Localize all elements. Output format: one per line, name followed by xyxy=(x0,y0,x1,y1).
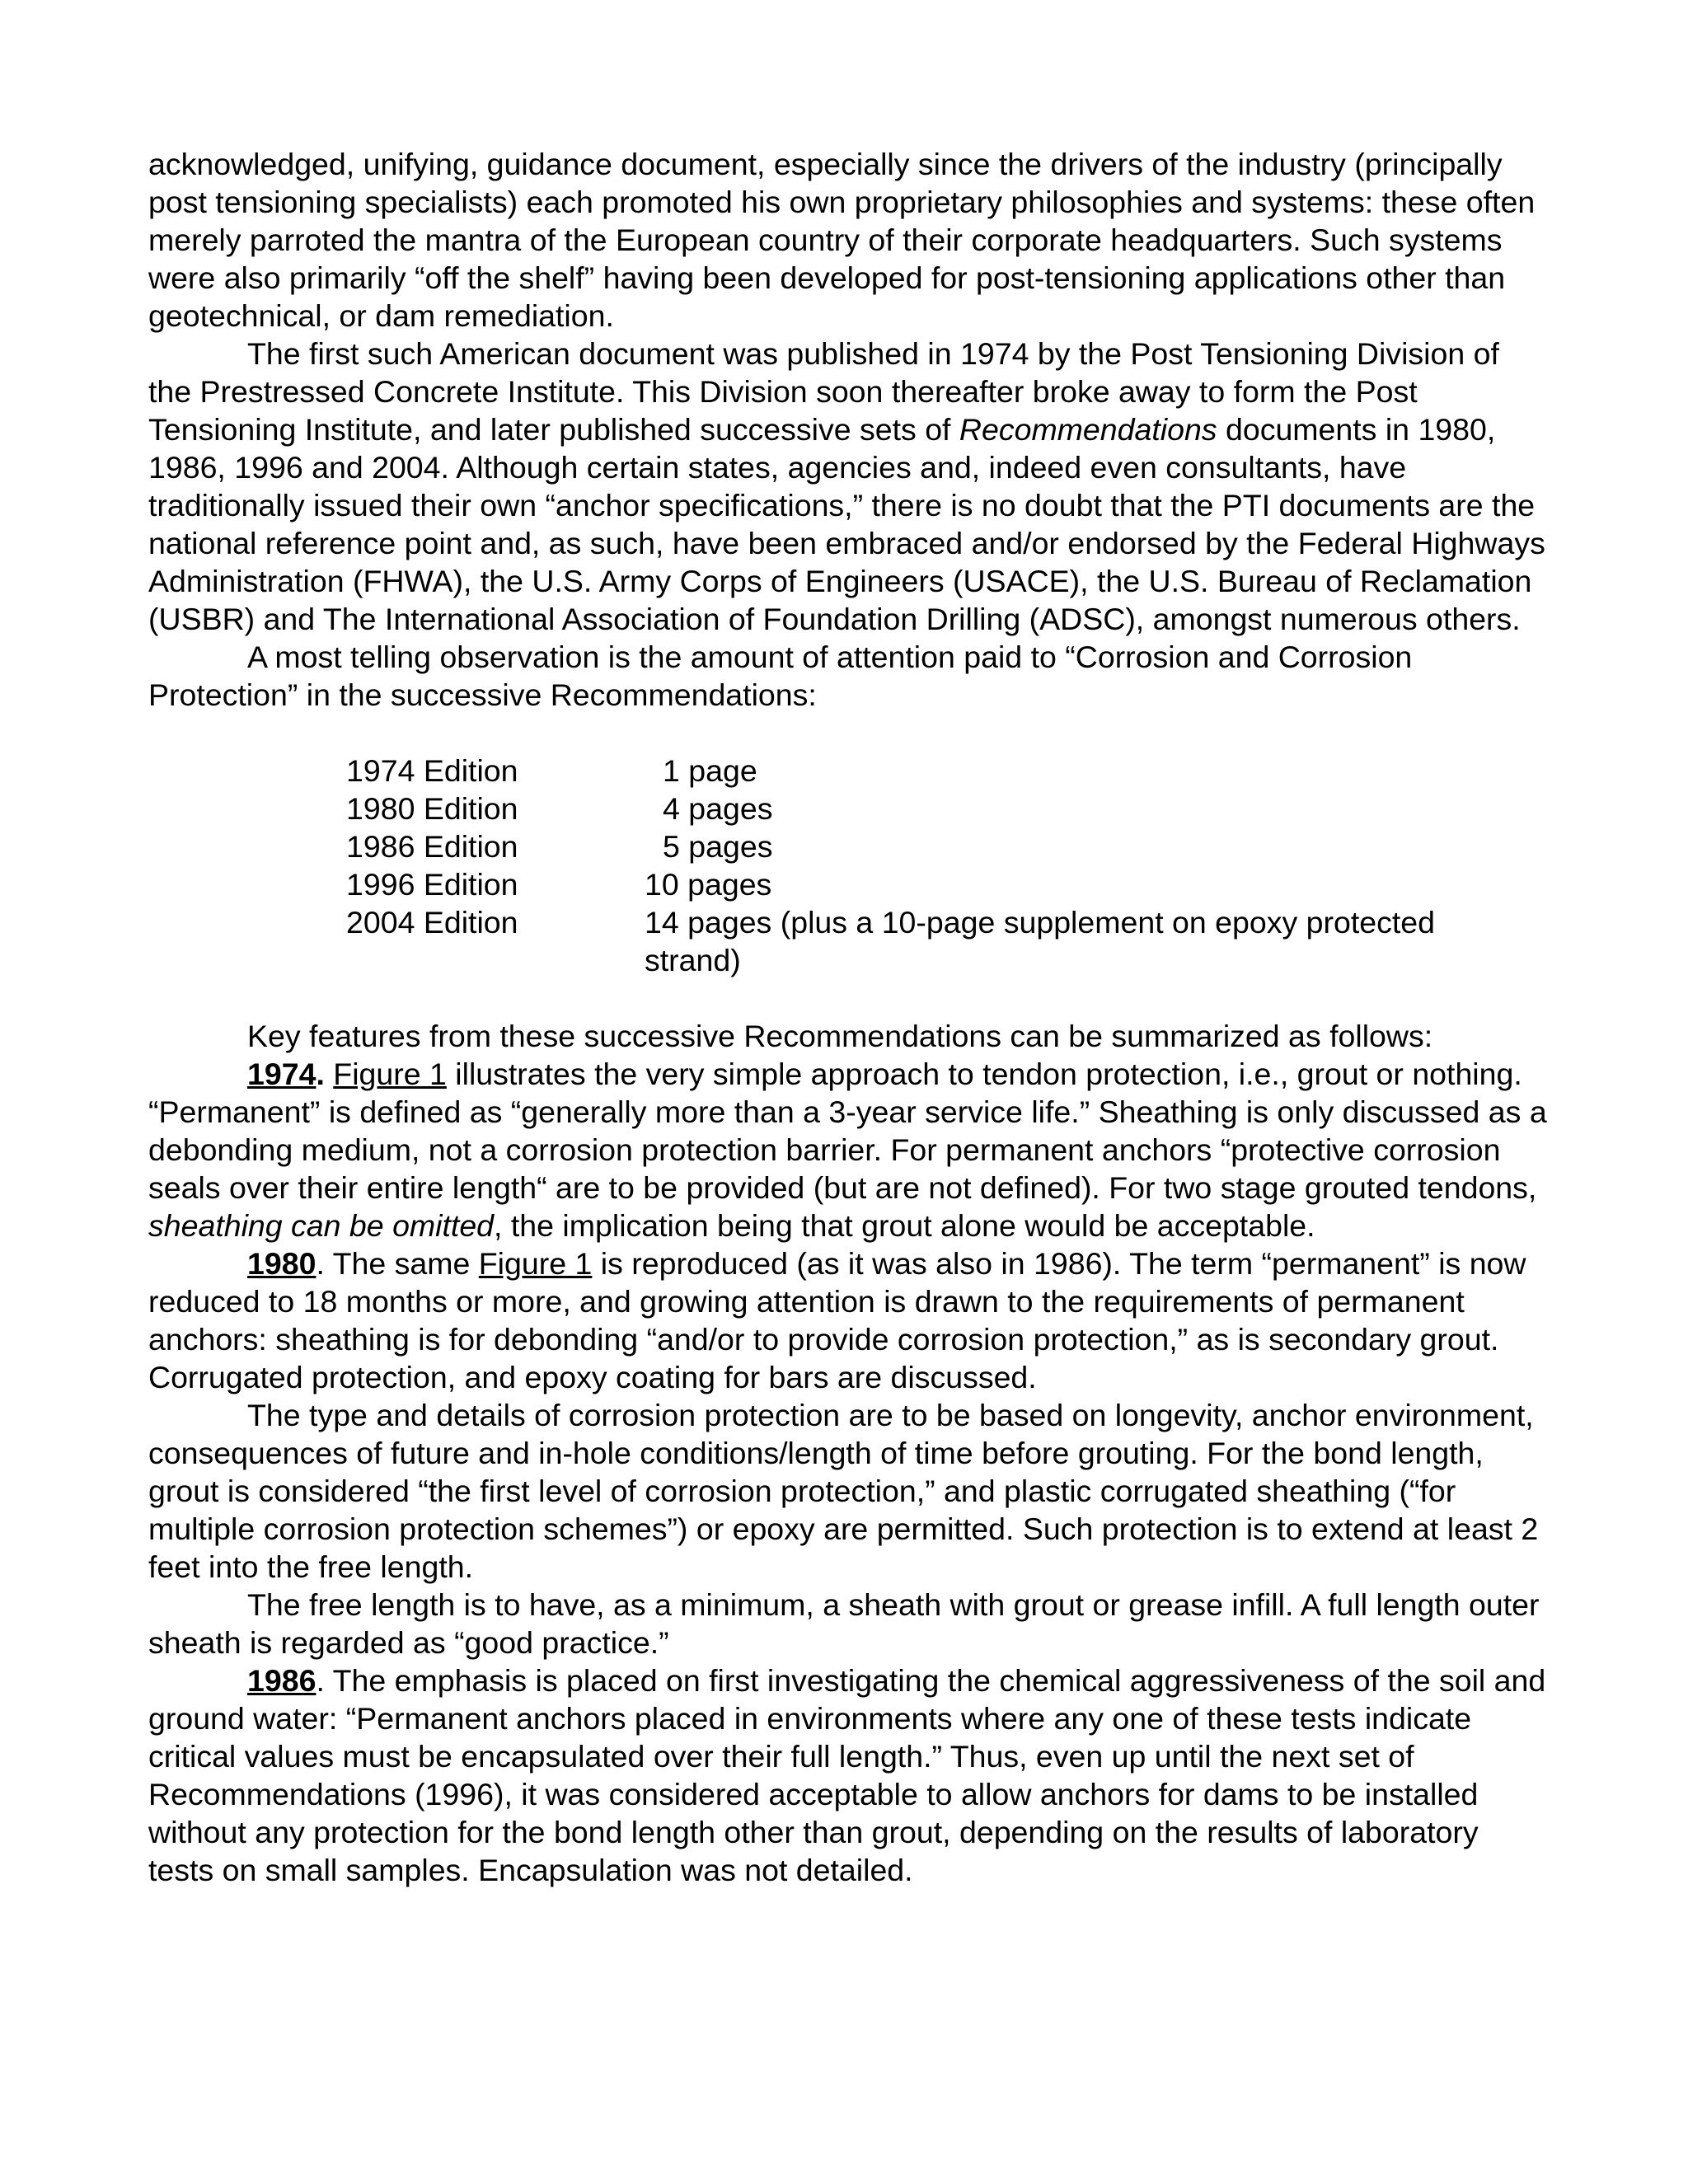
paragraph-1974 xyxy=(148,1055,1550,1244)
edition-row xyxy=(346,865,1550,903)
year-period: . xyxy=(316,1057,334,1091)
year-heading-1980: 1980 xyxy=(247,1246,316,1281)
edition-pages: 14 pages (plus a 10-page supplement on epoxy protected strand) xyxy=(645,905,1435,977)
edition-pages: 4 pages xyxy=(663,791,773,826)
edition-name: 1996 Edition xyxy=(346,867,518,902)
paragraph-intro: acknowledged, unifying, guidance document, especially since the drivers of the industry (principally post tensioning specialists) each promoted his own proprietary philosophies and systems: these often merely parroted the mantra of the European country of their corporate headquarters. Such systems were also primarily “off the shelf” having been developed for post-tensioning applications other than geotechnical, or dam remediation. xyxy=(148,147,1536,333)
figure-1-link[interactable]: Figure 1 xyxy=(478,1246,593,1281)
paragraph-text: documents in 1980, 1986, 1996 and 2004. Although certain states, agencies and, indeed even consultants, have traditionally issued their own “anchor specifications,” there is no doubt that the PTI documents are the national reference point and, as such, have been embraced and/or endorsed by the Federal Highways Administration (FHWA), the U.S. Army Corps of Engineers (USACE), the U.S. Bureau of Reclamation (USBR) and The International Association of Foundation Drilling (ADSC), amongst numerous others. xyxy=(148,412,1545,636)
document-page xyxy=(148,145,1550,1889)
paragraph-text: . The emphasis is placed on first investigating the chemical aggressiveness of the soil and ground water: “Permanent anchors placed in environments where any one of these tests indicate critical values must be encapsulated over their full length.” Thus, even up until the next set of Recommendations (1996), it was considered acceptable to allow anchors for dams to be installed without any protection for the bond length other than grout, depending on the results of laboratory tests on small samples. Encapsulation was not detailed. xyxy=(148,1663,1546,1887)
edition-name: 2004 Edition xyxy=(346,905,518,940)
edition-pages: 5 pages xyxy=(663,829,773,864)
italic-sheathing-omitted: sheathing can be omitted xyxy=(148,1208,495,1243)
paragraph-text: , the implication being that grout alone would be acceptable. xyxy=(494,1208,1315,1243)
paragraph-telling-observation: A most telling observation is the amount of attention paid to “Corrosion and Corrosion Protection” in the successive Recommendations: xyxy=(148,640,1413,712)
paragraph-text: . The same xyxy=(316,1246,479,1281)
paragraph-corrosion-protection-type: The type and details of corrosion protection are to be based on longevity, anchor environment, consequences of future and in-hole conditions/length of time before grouting. For the bond length, grout is considered “the first level of corrosion protection,” and plastic corrugated sheathing (“for multiple corrosion protection schemes”) or epoxy are permitted. Such protection is to extend at least 2 feet into the free length. xyxy=(148,1398,1539,1584)
paragraph-text: The first such American document was published in 1974 by the Post Tensioning Division of the Prestressed Concrete Institute. This Division soon thereafter broke away to form the Post Tensioning Institute, and later published successive sets of xyxy=(148,336,1499,447)
edition-row xyxy=(346,752,1550,790)
edition-row xyxy=(346,903,1550,979)
paragraph-free-length: The free length is to have, as a minimum, a sheath with grout or grease infill. A full length outer sheath is regarded as “good practice.” xyxy=(148,1587,1540,1660)
edition-name: 1974 Edition xyxy=(346,753,518,788)
edition-row xyxy=(346,790,1550,827)
editions-list xyxy=(346,752,1550,979)
edition-name: 1986 Edition xyxy=(346,829,518,864)
year-heading-1974: 1974 xyxy=(247,1057,316,1091)
paragraph-1986 xyxy=(148,1661,1550,1889)
paragraph-1980 xyxy=(148,1244,1550,1396)
figure-1-link[interactable]: Figure 1 xyxy=(333,1057,447,1091)
italic-recommendations: Recommendations xyxy=(959,412,1217,447)
paragraph-first-american-document xyxy=(148,335,1550,638)
edition-pages: 10 pages xyxy=(645,867,772,902)
edition-pages: 1 page xyxy=(663,753,757,788)
edition-name: 1980 Edition xyxy=(346,791,518,826)
paragraph-text: illustrates the very simple approach to tendon protection, i.e., grout or nothing. “Permanent” is defined as “generally more than a 3-year service life.” Sheathing is only discussed as a debonding medium, not a corrosion protection barrier. For permanent anchors “protective corrosion seals over their entire length“ are to be provided (but are not defined). For two stage grouted tendons, xyxy=(148,1057,1547,1205)
edition-row xyxy=(346,827,1550,865)
paragraph-text: is reproduced (as it was also in 1986). The term “permanent” is now reduced to 18 months or more, and growing attention is drawn to the requirements of permanent anchors: sheathing is for debonding “and/or to provide corrosion protection,” as is secondary grout. Corrugated protection, and epoxy coating for bars are discussed. xyxy=(148,1246,1526,1394)
year-heading-1986: 1986 xyxy=(247,1663,316,1698)
paragraph-key-features: Key features from these successive Recommendations can be summarized as follows: xyxy=(247,1019,1433,1053)
